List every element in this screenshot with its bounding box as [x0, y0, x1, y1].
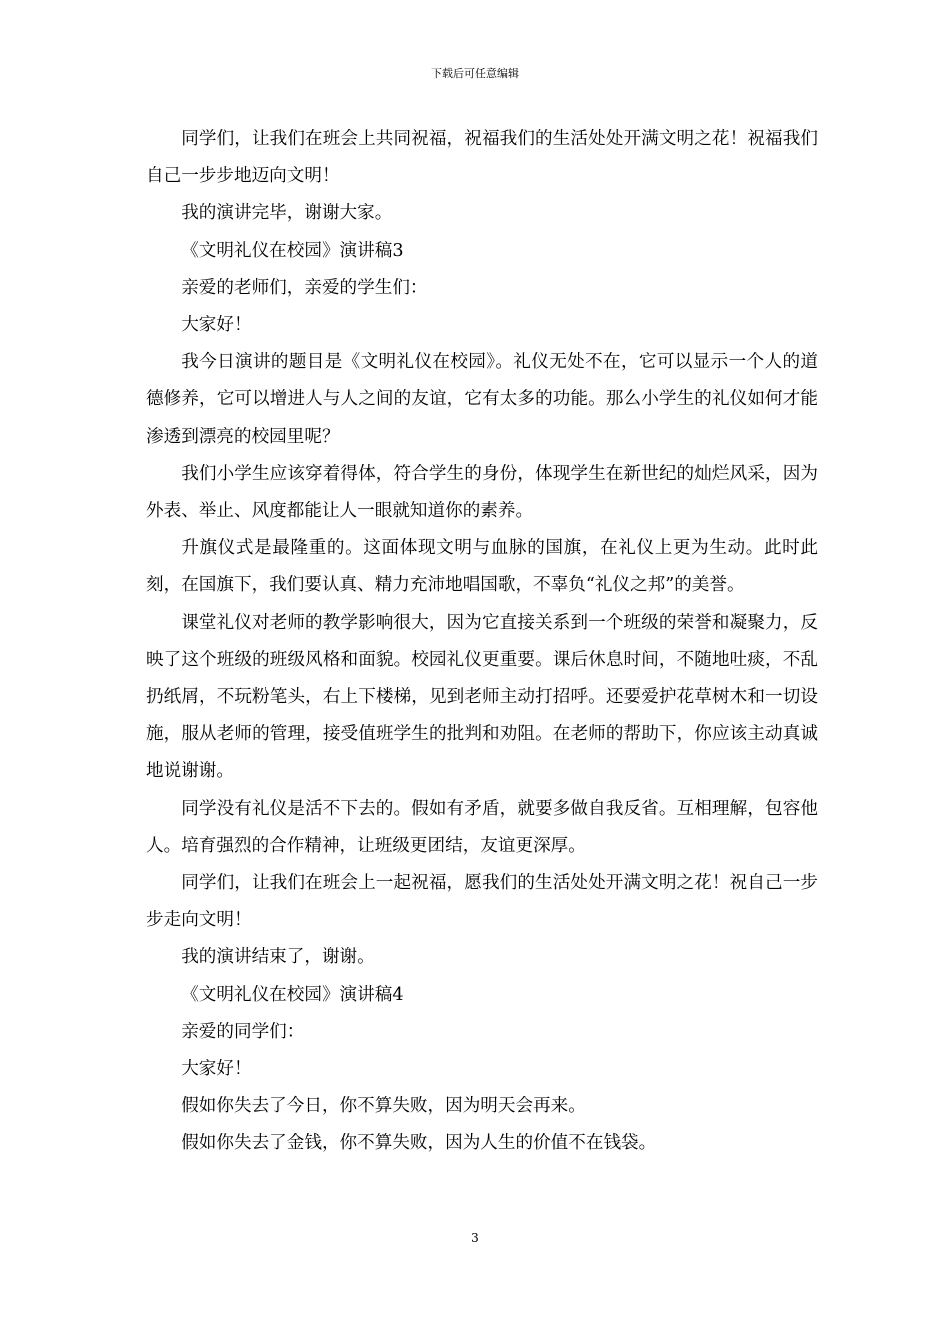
paragraph: 同学们，让我们在班会上一起祝福，愿我们的生活处处开满文明之花！祝自己一步步走向文明！: [146, 873, 818, 931]
paragraph: 假如你失去了今日，你不算失败，因为明天会再来。: [181, 1096, 586, 1117]
page-number: 3: [471, 1231, 479, 1245]
header-note: 下载后可任意编辑: [431, 67, 519, 80]
paragraph: 升旗仪式是最隆重的。这面体现文明与血脉的国旗，在礼仪上更为生动。此时此刻，在国旗下，我们要认真、精力充沛地唱国歌，不辜负“礼仪之邦”的美誉。: [146, 538, 818, 596]
paragraph: 我今日演讲的题目是《文明礼仪在校园》。礼仪无处不在，它可以显示一个人的道德修养，它可以增进人与人之间的友谊，它有太多的功能。那么小学生的礼仪如何才能渗透到漂亮的校园里呢？: [146, 352, 818, 447]
salutation: 亲爱的同学们：: [181, 1021, 305, 1042]
document-body: [146, 121, 818, 1163]
section-heading: 《文明礼仪在校园》演讲稿3: [181, 240, 404, 261]
greeting: 大家好！: [181, 1059, 252, 1080]
salutation: 亲爱的老师们，亲爱的学生们：: [181, 277, 428, 298]
paragraph: 同学们，让我们在班会上共同祝福，祝福我们的生活处处开满文明之花！祝福我们自己一步步地迈向文明！: [146, 129, 818, 187]
greeting: 大家好！: [181, 315, 252, 336]
paragraph: 假如你失去了金钱，你不算失败，因为人生的价值不在钱袋。: [181, 1133, 657, 1154]
paragraph: 我们小学生应该穿着得体，符合学生的身份，体现学生在新世纪的灿烂风采，因为外表、举止、风度都能让人一眼就知道你的素养。: [146, 463, 818, 522]
paragraph: 同学没有礼仪是活不下去的。假如有矛盾，就要多做自我反省。互相理解，包容他人。培育强烈的合作精神，让班级更团结，友谊更深厚。: [146, 798, 818, 856]
section-heading: 《文明礼仪在校园》演讲稿4: [181, 984, 404, 1005]
paragraph: 我的演讲结束了，谢谢。: [181, 947, 375, 968]
paragraph: 课堂礼仪对老师的教学影响很大，因为它直接关系到一个班级的荣誉和凝聚力，反映了这个班级的班级风格和面貌。校园礼仪更重要。课后休息时间，不随地吐痰，不乱扔纸屑，不玩粉笔头，右上下楼梯，见到老师主动打招呼。还要爱护花草树木和一切设施，服从老师的管理，接受值班学生的批判和劝阻。在老师的帮助下，你应该主动真诚地说谢谢。: [146, 612, 818, 782]
paragraph: 我的演讲完毕，谢谢大家。: [181, 203, 393, 224]
